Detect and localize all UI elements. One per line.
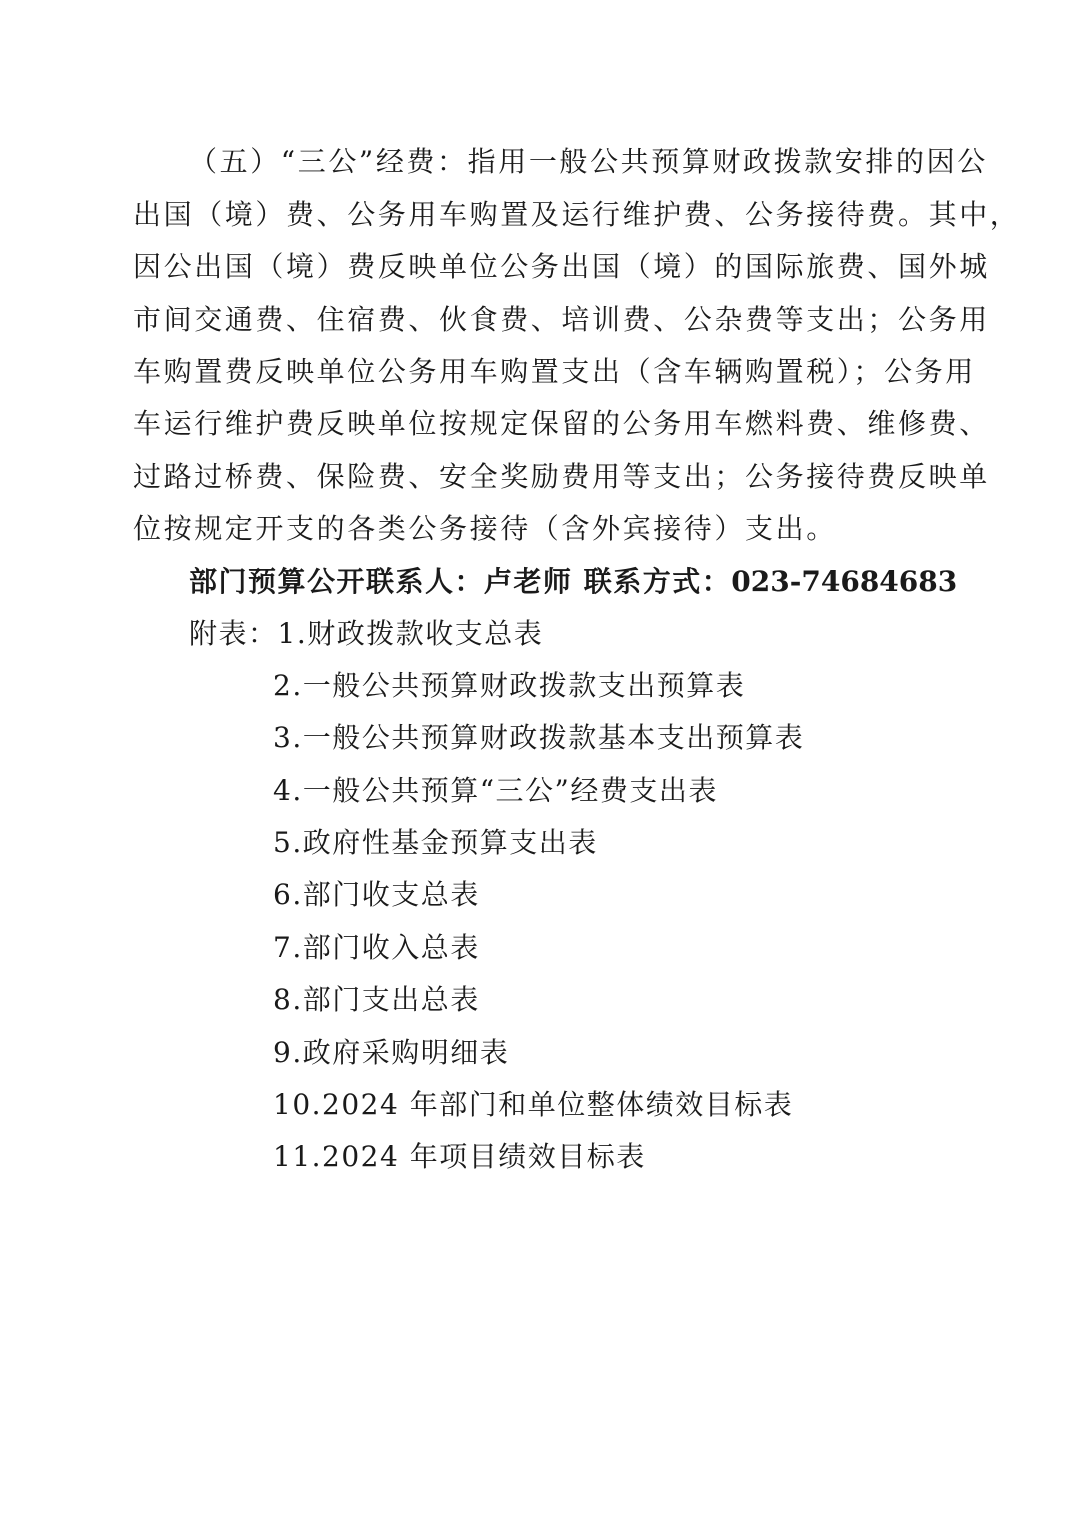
paragraph-line: 因公出国（境）费反映单位公务出国（境）的国际旅费、国外城 xyxy=(133,250,990,283)
attachment-item: 3.一般公共预算财政拨款基本支出预算表 xyxy=(273,721,805,754)
attachment-item: 9.政府采购明细表 xyxy=(273,1036,510,1069)
paragraph-line: 市间交通费、住宿费、伙食费、培训费、公杂费等支出；公务用 xyxy=(133,303,990,336)
attachment-item: 4.一般公共预算“三公”经费支出表 xyxy=(273,774,718,807)
paragraph-line: 位按规定开支的各类公务接待（含外宾接待）支出。 xyxy=(133,512,837,545)
attachment-item: 2.一般公共预算财政拨款支出预算表 xyxy=(273,669,746,702)
attachments-label: 附表： xyxy=(189,617,278,650)
attachment-item: 7.部门收入总表 xyxy=(273,931,480,964)
contact-person-label: 部门预算公开联系人： xyxy=(189,565,485,598)
contact-method-label: 联系方式： xyxy=(583,565,732,598)
attachment-item: 6.部门收支总表 xyxy=(273,878,480,911)
paragraph-line: 车购置费反映单位公务用车购置支出（含车辆购置税）；公务用 xyxy=(133,355,976,388)
attachment-item: 1.财政拨款收支总表 xyxy=(277,617,544,650)
attachment-item: 8.部门支出总表 xyxy=(273,983,480,1016)
attachment-item: 11.2024 年项目绩效目标表 xyxy=(273,1140,646,1173)
contact-phone: 023-74684683 xyxy=(731,565,958,598)
contact-line xyxy=(189,562,957,602)
paragraph-line: 出国（境）费、公务用车购置及运行维护费、公务接待费。其中， xyxy=(133,198,1021,231)
attachment-item: 5.政府性基金预算支出表 xyxy=(273,826,598,859)
paragraph-line: 车运行维护费反映单位按规定保留的公务用车燃料费、维修费、 xyxy=(133,407,990,440)
paragraph-line: 过路过桥费、保险费、安全奖励费用等支出；公务接待费反映单 xyxy=(133,460,990,493)
contact-person-value: 卢老师 xyxy=(484,565,573,598)
attachments-heading xyxy=(189,614,543,654)
attachment-item: 10.2024 年部门和单位整体绩效目标表 xyxy=(273,1088,794,1121)
paragraph-line: （五）“三公”经费：指用一般公共预算财政拨款安排的因公 xyxy=(189,145,988,178)
